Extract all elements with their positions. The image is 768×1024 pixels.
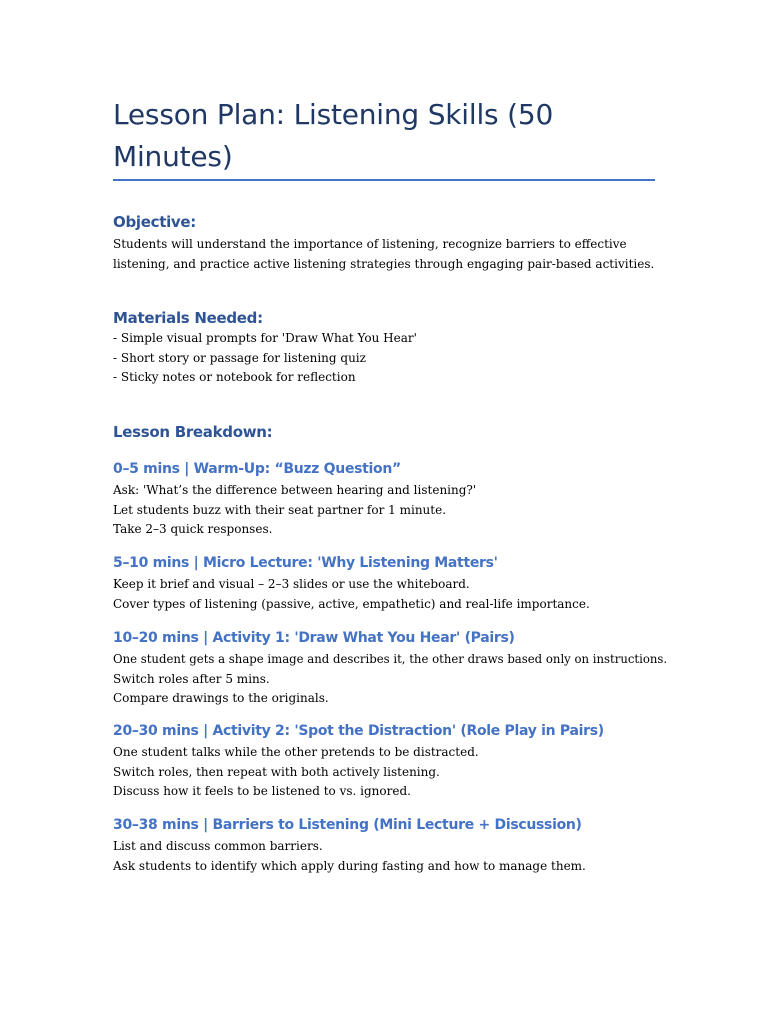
- segment-heading: 30–38 mins | Barriers to Listening (Mini Lecture + Discussion): [113, 817, 582, 833]
- segment-activity-1: [113, 628, 673, 709]
- materials-section: [113, 308, 673, 388]
- segment-activity-2: [113, 721, 673, 802]
- objective-section: [113, 212, 673, 274]
- segment-line: Compare drawings to the originals.: [113, 691, 329, 705]
- materials-item: - Simple visual prompts for 'Draw What You Hear': [113, 331, 417, 345]
- materials-item: - Short story or passage for listening quiz: [113, 350, 366, 365]
- segment-line: Take 2–3 quick responses.: [113, 522, 273, 536]
- breakdown-section: [113, 422, 673, 442]
- page-title: Lesson Plan: Listening Skills (50 Minutes): [113, 98, 554, 173]
- objective-line: listening, and practice active listening strategies through engaging pair-based activities.: [113, 256, 655, 271]
- segment-line: Switch roles, then repeat with both actively listening.: [113, 764, 440, 779]
- segment-line: Discuss how it feels to be listened to vs. ignored.: [113, 784, 411, 798]
- objective-line: Students will understand the importance of listening, recognize barriers to effective: [113, 237, 627, 251]
- segment-warm-up: [113, 459, 673, 540]
- breakdown-heading: Lesson Breakdown:: [113, 423, 273, 441]
- materials-item: - Sticky notes or notebook for reflection: [113, 370, 356, 384]
- segment-line: Switch roles after 5 mins.: [113, 671, 270, 686]
- segment-line: List and discuss common barriers.: [113, 839, 323, 853]
- segment-line: Let students buzz with their seat partner for 1 minute.: [113, 502, 447, 517]
- segment-line: Keep it brief and visual – 2–3 slides or use the whiteboard.: [113, 577, 470, 591]
- segment-line: Ask: 'What’s the difference between hearing and listening?': [113, 483, 477, 497]
- segment-heading: 10–20 mins | Activity 1: 'Draw What You Hear' (Pairs): [113, 630, 515, 646]
- segment-heading: 5–10 mins | Micro Lecture: 'Why Listening Matters': [113, 555, 498, 571]
- segment-line: One student talks while the other pretends to be distracted.: [113, 745, 479, 759]
- segment-line: One student gets a shape image and describes it, the other draws based only on instructions.: [113, 652, 668, 666]
- segment-barriers: [113, 815, 673, 876]
- segment-line: Cover types of listening (passive, active, empathetic) and real-life importance.: [113, 596, 590, 611]
- title-underline: [113, 179, 655, 181]
- segment-micro-lecture: [113, 553, 673, 614]
- segment-heading: 0–5 mins | Warm-Up: “Buzz Question”: [113, 461, 401, 477]
- segment-line: Ask students to identify which apply during fasting and how to manage them.: [113, 858, 586, 873]
- materials-heading: Materials Needed:: [113, 309, 263, 327]
- segment-heading: 20–30 mins | Activity 2: 'Spot the Distraction' (Role Play in Pairs): [113, 723, 604, 739]
- objective-heading: Objective:: [113, 213, 196, 231]
